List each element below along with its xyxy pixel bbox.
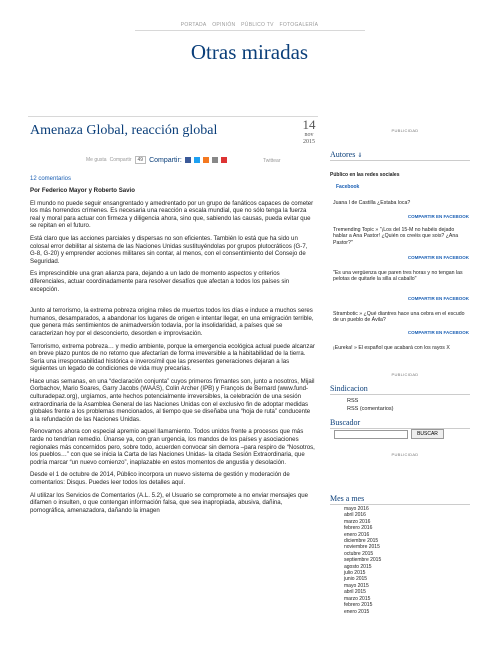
archive-item[interactable]: julio 2015 [344,570,366,577]
nav-divider [135,30,365,31]
ad-label: PUBLICIDAD [391,128,419,133]
archive-item[interactable]: febrero 2015 [344,602,373,609]
paragraph: Hace unas semanas, en una “declaración conjunta” cuyos primeros firmantes son, junto a nosotros, Mijail Gorbachov, Mario Soares, Garry Jacobs (WAAS), Colin Archer (IPB) y François de Bernard (www.fund-culturadepaz.org), urgíamos, ante hechos potencialmente irreversibles, la celebración de una sesión extraordinaria de la Asamblea General de las Naciones Unidas con el exclusivo fin de adoptar medidas globales frente a los problemas mencionados, al tiempo que se diseñaba una “hoja de ruta” conducente a la refundación de las Naciones Unidas. [30,377,315,423]
comments-link[interactable]: 12 comentarios [30,176,72,182]
fb-item[interactable]: Tremending Topic » "¡Los del 15-M no habéis dejado hablar a Ana Pastor! ¿Quién os creéis que sois? ¿Ana Pastor?" [333,227,459,246]
archive-item[interactable]: enero 2016 [344,531,370,538]
nav-item-portada[interactable]: PORTADA [180,22,207,28]
ad-label: PUBLICIDAD [391,452,419,457]
archive-item[interactable]: noviembre 2015 [344,544,380,551]
archive-item[interactable]: diciembre 2015 [344,538,379,545]
top-nav [0,22,499,28]
fb-share-button[interactable]: COMPARTIR EN FACEBOOK [407,330,469,335]
post-date-year: 2015 [303,139,315,145]
buscador-heading: Buscador [330,418,470,429]
twitter-button[interactable]: Twittear [263,158,281,164]
sindicacion-heading: Sindicacion [330,384,470,395]
archive-item[interactable]: mayo 2015 [344,582,369,589]
paragraph: El mundo no puede seguir ensangrentado y amedrentado por un grupo de fanáticos capaces de cometer los más horrendos crímenes. Es necesaria una reacción a escala mundial, que no sólo tenga la fuerza real y moral para actuar con firmeza y diligencia ahora, sino que, sabiendo las causas, pueda evitar que se repitan en el futuro. [30,199,314,230]
share-plus-icon[interactable] [203,157,209,163]
search-input[interactable] [334,430,408,439]
paragraph: Junto al terrorismo, la extrema pobreza origina miles de muertos todos los días e induce a muchos seres humanos, desamparados, a abandonar los lugares de origen e intentar llegar, en una emigración terrible, que genera más sentimientos de animadversión todavía, por la insolidaridad, a países que se caracterizan hoy por el desconcierto, desorden e improvisación. [30,307,314,337]
twitter-icon[interactable] [194,157,200,163]
paragraph: Está claro que las acciones parciales y dispersas no son eficientes. También lo está que ha sido un colosal error debilitar al sistema de las Naciones Unidas sustituyéndolas por grupos plutocráticos (G-7, G-8, G-20) y emprender acciones militares sin contar, al menos, con el consentimiento del Consejo de Seguridad. [30,234,308,265]
fb-share-button[interactable]: COMPARTIR EN FACEBOOK [407,214,469,219]
disqus-note: Desde el 1 de octubre de 2014, Público incorpora un nuevo sistema de gestión y moderación de comentarios: Disqus. Puedes leer todos los detalles aquí. [30,471,290,486]
archive-item[interactable]: octubre 2015 [344,550,374,557]
authors-heading[interactable] [330,150,470,161]
fb-item[interactable]: ¡Eureka! » El español que acabará con los rayos X [333,345,450,351]
email-icon[interactable] [221,157,227,163]
menu-icon[interactable] [212,157,218,163]
paragraph: Es imprescindible una gran alianza para, dejando a un lado de momento aspectos y criterios diferenciales, actuar coordinadamente para resolver desafíos que afectan a todos los países sin excepción. [30,270,290,293]
paragraph: Renovamos ahora con especial apremio aquel llamamiento. Todos unidos frente a procesos que más tarde no tendrían remedio. Únanse ya, con gran urgencia, los mandos de los países y asociaciones regionales más concernidos pero, sobre todo, acuerden convocar sin demora –para respiro de “Nosotros, los pueblos…” con que se inicia la Carta de las Naciones Unidas- la citada Sesión Extraordinaria, que podría marcar “un nuevo comienzo”, inaplazable en estos momentos de angustia y desolación. [30,428,315,466]
chevron-down-icon: ⇓ [357,153,363,159]
article-body [30,187,315,519]
archive-item[interactable]: mayo 2016 [344,506,369,512]
ad-label: PUBLICIDAD [391,372,419,377]
post-top-divider [28,116,318,117]
byline: Por Federico Mayor y Roberto Savio [30,187,135,194]
rss-comments-link[interactable]: RSS (comentarios) [347,406,394,412]
paragraph: Terrorismo, extrema pobreza… y medio ambiente, porque la emergencia ecológica actual puede alcanzar en breve plazo puntos de no retorno que afectarían de forma irreversible a la habitabilidad de la tierra. Sería una irresponsabilidad histórica e inverosímil que las presentes generaciones dejaran a las siguientes un legado de condiciones de vida muy precarias. [30,342,315,373]
like-button[interactable]: Me gusta [86,157,107,163]
spacer [30,298,315,302]
archive-item[interactable]: abril 2015 [344,589,366,596]
post-title[interactable]: Amenaza Global, reacción global [30,123,218,138]
fb-item[interactable]: Juana I de Castilla ¿Estaba loca? [333,200,411,206]
fb-item[interactable]: "Es una vergüenza que paren tres horas y no tengan las pelotas de quitarle la silla al caballo" [333,270,463,283]
terms-note: Al utilizar los Servicios de Comentarios (A.L. 5.2), el Usuario se compromete a no enviar mensajes que difamen o insulten, o que contengan información falsa, que sea inapropiada, abusiva, dañina, pornográfica, amenazadora, dañando la imagen [30,491,309,514]
post-date-day: 14 [302,117,316,132]
archive-item[interactable]: enero 2015 [344,608,370,615]
blog-title[interactable]: Otras miradas [190,40,309,64]
share-label: Compartir: [149,156,182,164]
share-count: 49 [135,156,147,164]
social-box [330,172,470,190]
archive-item[interactable]: septiembre 2015 [344,557,382,564]
nav-item-fotogaleria[interactable]: FOTOGALERÍA [279,22,319,28]
archive-item[interactable]: febrero 2016 [344,525,373,532]
archive-list [344,506,381,615]
post-date-month: nov [304,132,314,138]
tab-facebook[interactable]: Facebook [336,184,360,190]
archive-item[interactable]: marzo 2015 [344,595,371,602]
nav-item-opinion[interactable]: OPINIÓN [212,22,236,28]
authors-label: Autores [330,150,356,159]
share-bar [86,156,227,164]
search-button[interactable]: BUSCAR [411,429,444,439]
post-date [296,118,322,146]
archive-item[interactable]: agosto 2015 [344,563,372,570]
social-heading: Público en las redes sociales [330,172,400,178]
fb-share-button[interactable]: COMPARTIR EN FACEBOOK [407,255,469,260]
archive-item[interactable]: junio 2015 [344,576,368,583]
rss-link[interactable]: RSS [347,398,359,404]
fb-share-button[interactable]: COMPARTIR EN FACEBOOK [407,296,469,301]
share-button[interactable]: Compartir [109,157,132,163]
archive-item[interactable]: marzo 2016 [344,518,371,525]
archive-heading: Mes a mes [330,494,470,505]
fb-item[interactable]: Strambotic » ¿Qué diantres hace una cebra en el escudo de un pueblo de Ávila? [333,311,465,324]
facebook-icon[interactable] [185,157,191,163]
archive-item[interactable]: abril 2016 [344,512,366,519]
nav-item-publico-tv[interactable]: PÚBLICO TV [241,22,274,28]
